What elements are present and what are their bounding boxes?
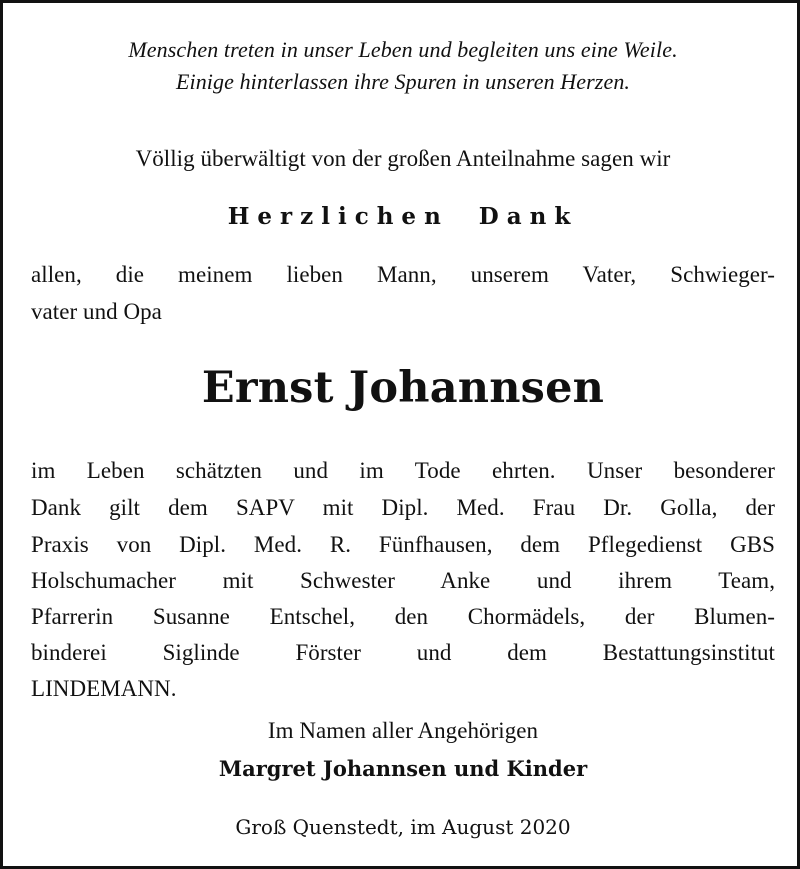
body-line-2: Dank gilt dem SAPV mit Dipl. Med. Frau Dr. Golla, der <box>31 495 775 520</box>
thanks-heading: Herzlichen Dank <box>227 203 579 230</box>
signature-name: Margret Johannsen und Kinder <box>218 756 588 781</box>
body-line-4: Holschumacher mit Schwester Anke und ihrem Team, <box>31 568 775 593</box>
dedication-line-1: allen, die meinem lieben Mann, unserem Vater, Schwieger- <box>31 262 775 287</box>
body-line-5: Pfarrerin Susanne Entschel, den Chormädels, der Blumen- <box>31 604 775 629</box>
deceased-name: Ernst Johannsen <box>201 363 605 413</box>
dedication-line-2: vater und Opa <box>31 299 162 324</box>
place-date: Groß Quenstedt, im August 2020 <box>235 815 571 839</box>
signature-intro: Im Namen aller Angehörigen <box>267 718 539 743</box>
motto-line-1: Menschen treten in unser Leben und begleiten uns eine Weile. <box>128 37 678 62</box>
body-line-3: Praxis von Dipl. Med. R. Fünfhausen, dem Pflegedienst GBS <box>31 532 775 557</box>
body-line-7: LINDEMANN. <box>31 676 177 701</box>
intro-text: Völlig überwältigt von der großen Anteilnahme sagen wir <box>135 146 671 171</box>
motto-line-2: Einige hinterlassen ihre Spuren in unseren Herzen. <box>175 69 631 94</box>
body-line-6: binderei Siglinde Förster und dem Bestattungsinstitut <box>31 640 775 665</box>
body-line-1: im Leben schätzten und im Tode ehrten. Unser besonderer <box>31 458 775 483</box>
